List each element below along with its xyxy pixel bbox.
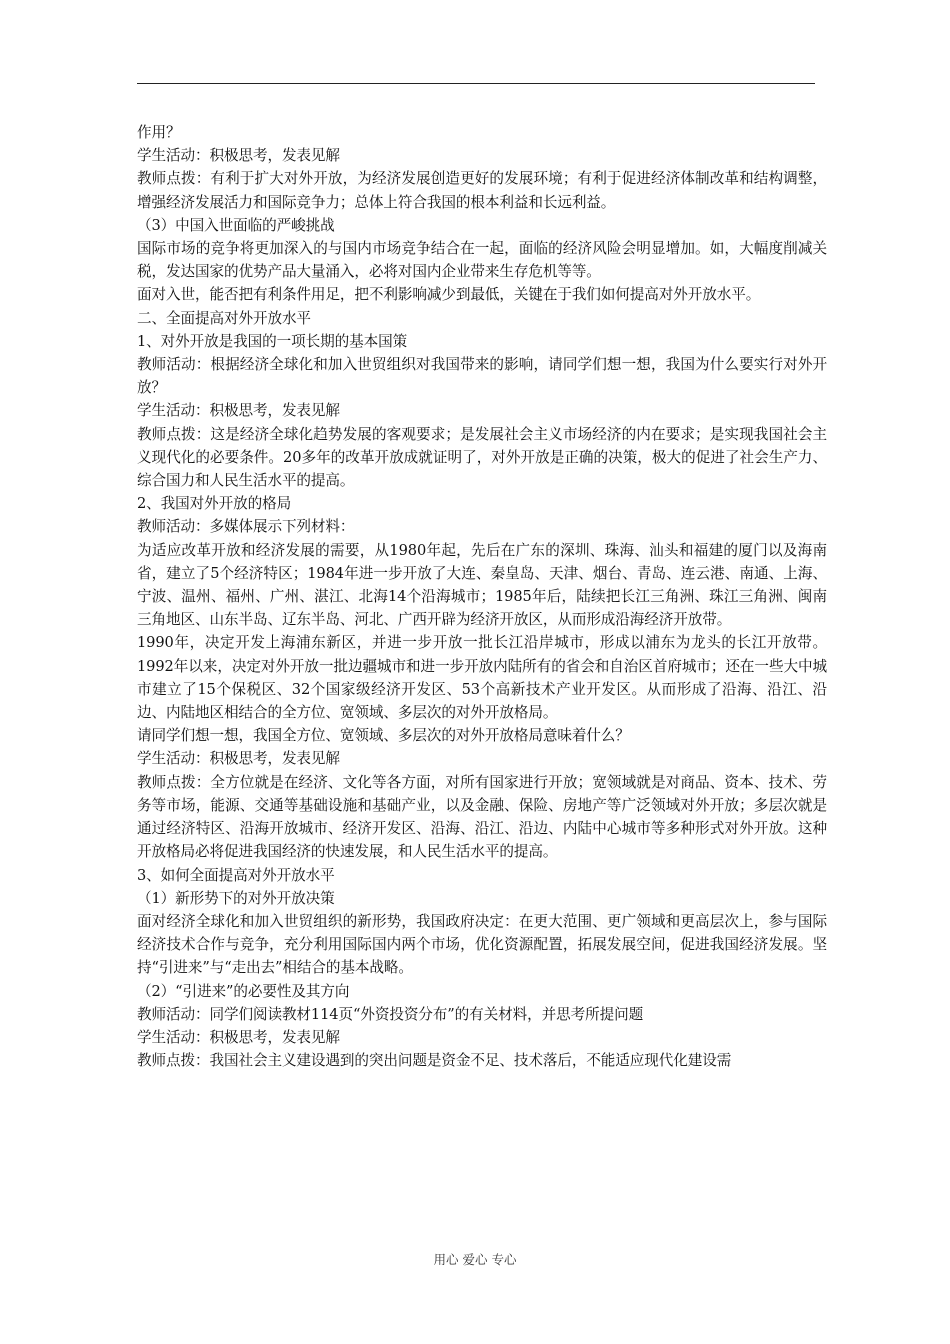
subheading: 2、我国对外开放的格局 (137, 495, 292, 513)
subheading: 1、对外开放是我国的一项长期的基本国策 (137, 332, 408, 350)
paragraph: 教师点拨：这是经济全球化趋势发展的客观要求；是发展社会主义市场经济的内在要求；是实现我国社会主义现代化的必要条件。20多年的改革开放成就证明了，对外开放是正确的决策，极大的促进了社会生产力、综合国力和人民生活水平的提高。 (137, 425, 827, 490)
paragraph: 教师活动：多媒体展示下列材料： (137, 518, 355, 536)
paragraph: 学生活动：积极思考，发表见解 (137, 1028, 340, 1046)
subheading: （1）新形势下的对外开放决策 (137, 889, 335, 907)
subheading: （2）“引进来”的必要性及其方向 (137, 982, 350, 1000)
paragraph: 教师点拨：我国社会主义建设遇到的突出问题是资金不足、技术落后，不能适应现代化建设需 (137, 1052, 732, 1070)
paragraph: 请同学们想一想，我国全方位、宽领域、多层次的对外开放格局意味着什么？ (137, 727, 630, 745)
paragraph: 教师点拨：有利于扩大对外开放，为经济发展创造更好的发展环境；有利于促进经济体制改革和结构调整，增强经济发展活力和国际竞争力；总体上符合我国的根本利益和长远利益。 (137, 170, 827, 211)
page-footer: 用心 爱心 专心 (433, 1252, 517, 1267)
section-heading: 二、全面提高对外开放水平 (137, 309, 311, 327)
paragraph: 学生活动：积极思考，发表见解 (137, 402, 340, 420)
document-body (137, 121, 827, 1072)
paragraph: 作用？ (137, 124, 181, 141)
subheading: （3）中国入世面临的严峻挑战 (137, 216, 335, 234)
paragraph: 教师活动：根据经济全球化和加入世贸组织对我国带来的影响，请同学们想一想，我国为什么要实行对外开放？ (137, 356, 827, 397)
subheading: 3、如何全面提高对外开放水平 (137, 866, 335, 884)
paragraph: 面对入世，能否把有利条件用足，把不利影响减少到最低，关键在于我们如何提高对外开放水平。 (137, 286, 761, 304)
paragraph: 学生活动：积极思考，发表见解 (137, 147, 340, 165)
paragraph: 国际市场的竞争将更加深入的与国内市场竞争结合在一起，面临的经济风险会明显增加。如，大幅度削减关税，发达国家的优势产品大量涌入，必将对国内企业带来生存危机等等。 (137, 240, 827, 281)
header-rule (137, 83, 815, 84)
paragraph: 1990年，决定开发上海浦东新区，并进一步开放一批长江沿岸城市，形成以浦东为龙头的长江开放带。1992年以来，决定对外开放一批边疆城市和进一步开放内陆所有的省会和自治区首府城市；还在一些大中城市建立了15个保税区、32个国家级经济开发区、53个高新技术产业开发区。从而形成了沿海、沿江、沿边、内陆地区相结合的全方位、宽领域、多层次的对外开放格局。 (137, 634, 827, 722)
paragraph: 为适应改革开放和经济发展的需要，从1980年起，先后在广东的深圳、珠海、汕头和福建的厦门以及海南省，建立了5个经济特区；1984年进一步开放了大连、秦皇岛、天津、烟台、青岛、连云港、南通、上海、宁波、温州、福州、广州、湛江、北海14个沿海城市；1985年后，陆续把长江三角洲、珠江三角洲、闽南三角地区、山东半岛、辽东半岛、河北、广西开辟为经济开放区，从而形成沿海经济开放带。 (137, 541, 827, 629)
paragraph: 面对经济全球化和加入世贸组织的新形势，我国政府决定：在更大范围、更广领域和更高层次上，参与国际经济技术合作与竞争，充分利用国际国内两个市场，优化资源配置，拓展发展空间，促进我国经济发展。坚持“引进来”与“走出去”相结合的基本战略。 (137, 912, 827, 977)
paragraph: 教师点拨：全方位就是在经济、文化等各方面，对所有国家进行开放；宽领域就是对商品、资本、技术、劳务等市场，能源、交通等基础设施和基础产业，以及金融、保险、房地产等广泛领域对外开放；多层次就是通过经济特区、沿海开放城市、经济开发区、沿海、沿江、沿边、内陆中心城市等多种形式对外开放。这种开放格局必将促进我国经济的快速发展，和人民生活水平的提高。 (137, 773, 827, 861)
paragraph: 学生活动：积极思考，发表见解 (137, 750, 340, 768)
paragraph: 教师活动：同学们阅读教材114页“外资投资分布”的有关材料，并思考所提问题 (137, 1005, 644, 1023)
